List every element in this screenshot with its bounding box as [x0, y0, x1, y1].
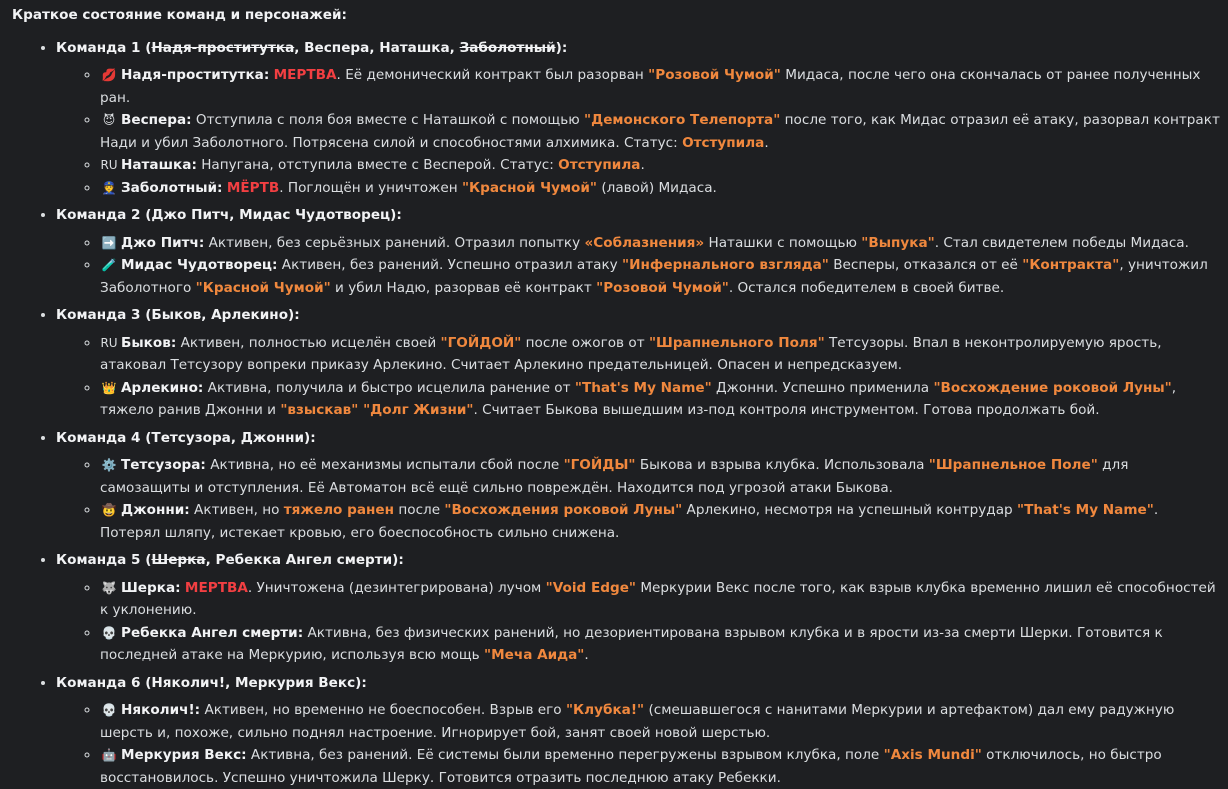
police-officer-icon: 👮	[100, 177, 118, 200]
team-item	[56, 37, 1222, 200]
highlight-term: Отступила	[558, 157, 640, 173]
team-title-text: , Ребекка Ангел смерти):	[206, 552, 404, 568]
ru-flag-icon: RU	[100, 332, 118, 355]
highlight-term: "Восхождение роковой Луны"	[933, 380, 1171, 396]
team-title-text: Команда 3 (Быков, Арлекино):	[56, 307, 300, 323]
character-name: Надя-проститутка:	[121, 67, 269, 83]
team-title-text: Команда 5 (	[56, 552, 151, 568]
character-name: Тетсузора:	[121, 457, 206, 473]
highlight-term: "Шрапнельного Поля"	[649, 335, 825, 351]
description-text: отключилось, но быстро восстановилось. Успешно уничтожила Шерку. Готовится отразить последнюю атаку Ребекки.	[100, 747, 1162, 786]
highlight-term: "Контракта"	[1022, 257, 1119, 273]
highlight-term: тяжело ранен	[284, 502, 394, 518]
character-item	[100, 377, 1222, 422]
character-name: Быков:	[121, 335, 176, 351]
description-text: Тетсузоры. Впал в неконтролируемую ярость, атаковал Тетсузору вопреки приказу Арлекино. Считает Арлекино предательницей. Опасен и непредсказуем.	[100, 335, 1162, 374]
team-title-text: Команда 4 (Тетсузора, Джонни):	[56, 430, 316, 446]
character-name: Шерка:	[121, 580, 181, 596]
description-text: , уничтожил Заболотного	[100, 257, 1208, 296]
highlight-term: "Инфернального взгляда"	[622, 257, 829, 273]
description-text: для самозащиты и отступления. Её Автоматон всё ещё сильно повреждён. Находится под угрозой атаки Быкова.	[100, 457, 1128, 496]
team-title	[56, 672, 1222, 695]
team-item	[56, 672, 1222, 789]
character-item	[100, 177, 1222, 200]
highlight-term: "That's My Name"	[575, 380, 712, 396]
character-item	[100, 499, 1222, 544]
arrow-right-icon: ➡️	[100, 232, 118, 255]
devil-icon: 😈	[100, 109, 118, 132]
character-name: Джонни:	[121, 502, 190, 518]
character-item	[100, 64, 1222, 109]
highlight-term: Отступила	[682, 135, 764, 151]
team-title	[56, 204, 1222, 227]
character-item	[100, 254, 1222, 299]
cowboy-icon: 🤠	[100, 499, 118, 522]
character-item	[100, 577, 1222, 622]
description-text: Арлекино, несмотря на успешный контрудар	[682, 502, 1017, 518]
character-item	[100, 332, 1222, 377]
description-text: (лавой) Мидаса.	[597, 180, 717, 196]
highlight-term: "Выпука"	[861, 235, 934, 251]
character-item	[100, 699, 1222, 744]
highlight-term: "Axis Mundi"	[884, 747, 982, 763]
description-text: Мидаса, после чего она скончалась от ранее полученных ран.	[100, 67, 1200, 106]
highlight-term: "Восхождения роковой Луны"	[444, 502, 682, 518]
highlight-term: "Красной Чумой"	[196, 280, 331, 296]
gear-icon: ⚙️	[100, 454, 118, 477]
crown-icon: 👑	[100, 377, 118, 400]
team-item	[56, 204, 1222, 299]
description-text: . Поглощён и уничтожен	[279, 180, 462, 196]
character-name: Веспера:	[121, 112, 192, 128]
character-item	[100, 744, 1222, 789]
character-item	[100, 154, 1222, 177]
description-text: . Остался победителем в своей битве.	[729, 280, 1004, 296]
team-list	[12, 37, 1222, 789]
description-text: Активен, но	[190, 502, 284, 518]
team-member-fallen: Шерка	[151, 552, 205, 568]
description-text: Меркурии Векс после того, как взрыв клубка временно лишил её способностей к уклонению.	[100, 580, 1216, 619]
description-text: .	[584, 647, 588, 663]
character-list	[56, 64, 1222, 199]
description-text: . Уничтожена (дезинтегрирована) лучом	[248, 580, 546, 596]
description-text: . Потерял шляпу, истекает кровью, его боеспособность сильно снижена.	[100, 502, 1158, 541]
character-name: Мидас Чудотворец:	[121, 257, 277, 273]
summary-heading: Краткое состояние команд и персонажей:	[12, 4, 1222, 27]
kiss-icon: 💋	[100, 64, 118, 87]
highlight-term: "Void Edge"	[546, 580, 636, 596]
character-name: Меркурия Векс:	[121, 747, 247, 763]
description-text: после ожогов от	[521, 335, 649, 351]
team-title-text: Команда 1 (	[56, 40, 151, 56]
description-text: .	[640, 157, 644, 173]
character-list	[56, 332, 1222, 422]
description-text: после того, как Мидас отразил её атаку, разорвал контракт Нади и убил Заболотного. Потрясена силой и способностями алхимика. Статус:	[100, 112, 1220, 151]
team-title-text: ):	[556, 40, 568, 56]
highlight-term: "Шрапнельное Поле"	[929, 457, 1098, 473]
description-text: Наташки с помощью	[704, 235, 861, 251]
character-name: Заболотный:	[121, 180, 222, 196]
skull-icon: 💀	[100, 699, 118, 722]
wolf-icon: 🐺	[100, 577, 118, 600]
description-text: Отступила с поля боя вместе с Наташкой с помощью	[192, 112, 584, 128]
description-text: Активен, полностью исцелён своей	[176, 335, 440, 351]
description-text: Активна, получила и быстро исцелила ранение от	[203, 380, 575, 396]
description-text: . Считает Быкова вышедшим из-под контроля инструментом. Готова продолжать бой.	[473, 402, 1099, 418]
highlight-term: "That's My Name"	[1017, 502, 1154, 518]
team-title	[56, 549, 1222, 572]
description-text: Быкова и взрыва клубка. Использовала	[636, 457, 929, 473]
character-list	[56, 699, 1222, 789]
description-text: Весперы, отказался от её	[829, 257, 1022, 273]
status-dead: МЁРТВ	[227, 180, 279, 196]
description-text: Джонни. Успешно применила	[712, 380, 934, 396]
highlight-term: "взыскав" "Долг Жизни"	[280, 402, 473, 418]
team-title-text: Команда 6 (Няколич!, Меркурия Векс):	[56, 675, 367, 691]
highlight-term: "Клубка!"	[566, 702, 644, 718]
test-tube-icon: 🧪	[100, 254, 118, 277]
team-member-fallen: Заболотный	[460, 40, 556, 56]
character-item	[100, 454, 1222, 499]
character-item	[100, 622, 1222, 667]
ru-flag-icon: RU	[100, 154, 118, 177]
status-dead: МЕРТВА	[274, 67, 337, 83]
robot-icon: 🤖	[100, 744, 118, 767]
skull-icon: 💀	[100, 622, 118, 645]
character-list	[56, 577, 1222, 667]
description-text: после	[394, 502, 444, 518]
description-text: .	[764, 135, 768, 151]
description-text: (смешавшегося с нанитами Меркурии и артефактом) дал ему радужную шерсть и, похоже, сильно поднял настроение. Игнорирует бой, занят своей новой шерстью.	[100, 702, 1174, 741]
team-title	[56, 304, 1222, 327]
team-item	[56, 427, 1222, 545]
description-text: Активна, без ранений. Её системы были временно перегружены взрывом клубка, поле	[247, 747, 884, 763]
description-text: Активен, без серьёзных ранений. Отразил попытку	[204, 235, 584, 251]
team-item	[56, 304, 1222, 422]
character-name: Джо Питч:	[121, 235, 204, 251]
description-text: Активен, без ранений. Успешно отразил атаку	[277, 257, 622, 273]
character-name: Няколич!:	[121, 702, 200, 718]
highlight-term: "Красной Чумой"	[462, 180, 597, 196]
description-text: , тяжело ранив Джонни и	[100, 380, 1176, 419]
description-text: Активна, но её механизмы испытали сбой после	[206, 457, 564, 473]
team-title	[56, 427, 1222, 450]
highlight-term: "ГОЙДЫ"	[564, 457, 636, 473]
character-item	[100, 109, 1222, 154]
character-name: Арлекино:	[121, 380, 203, 396]
description-text: . Стал свидетелем победы Мидаса.	[935, 235, 1189, 251]
team-member-fallen: Надя-проститутка	[151, 40, 294, 56]
description-text: Напугана, отступила вместе с Весперой. Статус:	[197, 157, 558, 173]
highlight-term: "Демонского Телепорта"	[584, 112, 780, 128]
description-text: Активен, но временно не боеспособен. Взрыв его	[200, 702, 566, 718]
character-list	[56, 454, 1222, 544]
character-list	[56, 232, 1222, 300]
description-text: Активна, без физических ранений, но дезориентирована взрывом клубка и в ярости из-за смерти Шерки. Готовится к последней атаке на Меркурию, используя всю мощь	[100, 625, 1163, 664]
team-title	[56, 37, 1222, 60]
character-name: Ребекка Ангел смерти:	[121, 625, 303, 641]
description-text: . Её демонический контракт был разорван	[337, 67, 649, 83]
description-text: и убил Надю, разорвав её контракт	[331, 280, 596, 296]
character-item	[100, 232, 1222, 255]
highlight-term: "Розовой Чумой"	[648, 67, 781, 83]
highlight-term: "Розовой Чумой"	[596, 280, 729, 296]
highlight-term: "Меча Аида"	[484, 647, 584, 663]
highlight-term: «Соблазнения»	[585, 235, 705, 251]
character-name: Наташка:	[121, 157, 197, 173]
status-dead: МЕРТВА	[185, 580, 248, 596]
team-item	[56, 549, 1222, 667]
team-title-text: Команда 2 (Джо Питч, Мидас Чудотворец):	[56, 207, 402, 223]
team-title-text: , Веспера, Наташка,	[294, 40, 459, 56]
highlight-term: "ГОЙДОЙ"	[441, 335, 522, 351]
